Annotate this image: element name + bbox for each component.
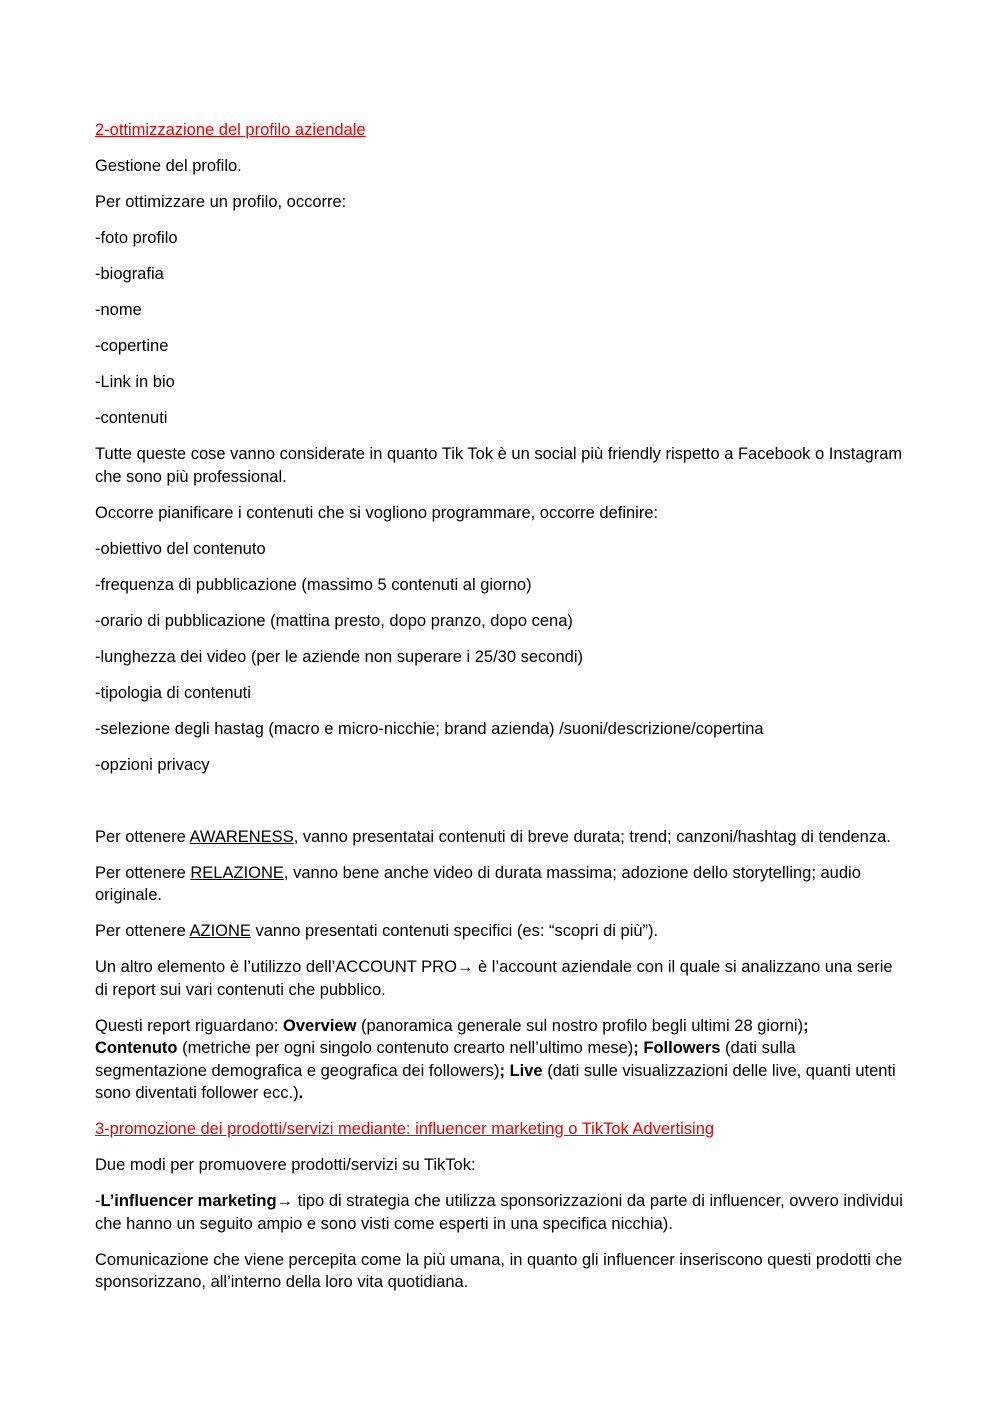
- report-separator: ;: [499, 1061, 510, 1080]
- paragraph-awareness: [95, 826, 905, 849]
- paragraph-comunicazione: Comunicazione che viene percepita come la più umana, in quanto gli influencer inseriscono questi prodotti che sponsorizzano, all’interno della loro vita quotidiana.: [95, 1250, 903, 1291]
- report-live-label: Live: [509, 1061, 543, 1080]
- list-item: -nome: [95, 301, 142, 319]
- relazione-text: , vanno bene anche video di durata massima; adozione dello storytelling; audio originale.: [95, 863, 861, 904]
- report-end: .: [298, 1084, 304, 1102]
- influencer-label: L’influencer marketing: [100, 1192, 277, 1210]
- right-arrow-icon: →: [456, 958, 474, 976]
- report-overview-label: Overview: [283, 1016, 357, 1035]
- blank-line: [95, 790, 905, 826]
- document-page: [95, 119, 905, 1307]
- relazione-keyword: RELAZIONE: [190, 863, 284, 882]
- paragraph-gestione: Gestione del profilo.: [95, 157, 242, 175]
- list-item: -copertine: [95, 337, 169, 355]
- influencer-text: tipo di strategia che utilizza sponsorizzazioni da parte di influencer, ovvero individui che hanno un seguito ampio e sono visti come esperti in una specifica nicchia).: [95, 1192, 903, 1233]
- report-followers-text: (dati sulla segmentazione demografica e geografica dei followers): [95, 1039, 796, 1080]
- report-overview-text: (panoramica generale sul nostro profilo begli ultimi 28 giorni): [356, 1016, 804, 1035]
- report-contenuto-text: (metriche per ogni singolo contenuto crearto nell’ultimo mese): [177, 1039, 634, 1057]
- awareness-keyword: AWARENESS: [189, 827, 294, 846]
- report-separator: ;: [803, 1016, 809, 1035]
- paragraph-reports: [95, 1015, 905, 1105]
- paragraph-relazione: [95, 862, 905, 907]
- section-heading-promotion: 3-promozione dei prodotti/servizi mediante: influencer marketing o TikTok Advertising: [95, 1120, 715, 1138]
- list-item: -frequenza di pubblicazione (massimo 5 contenuti al giorno): [95, 575, 532, 594]
- right-arrow-icon: →: [276, 1192, 294, 1210]
- paragraph-account-pro: [95, 956, 905, 1001]
- list-item: -biografia: [95, 265, 164, 283]
- report-live-text: (dati sulle visualizzazioni delle live, quanti utenti sono diventati follower ecc.): [95, 1061, 896, 1102]
- report-followers-label: Followers: [643, 1039, 721, 1057]
- awareness-prefix: Per ottenere: [95, 827, 190, 846]
- list-item: -orario di pubblicazione (mattina presto, dopo pranzo, dopo cena): [95, 611, 573, 630]
- section-heading-profile-optimization: 2-ottimizzazione del profilo aziendale: [95, 121, 366, 139]
- list-item: -lunghezza dei video (per le aziende non superare i 25/30 secondi): [95, 647, 583, 666]
- list-item: -obiettivo del contenuto: [95, 539, 266, 558]
- list-item: -Link in bio: [95, 373, 175, 391]
- azione-prefix: Per ottenere: [95, 922, 190, 940]
- paragraph-occorre-pianificare: Occorre pianificare i contenuti che si vogliono programmare, occorre definire:: [95, 503, 659, 522]
- paragraph-tutte-queste: Tutte queste cose vanno considerate in quanto Tik Tok è un social più friendly rispetto a Facebook o Instagram che sono più professional.: [95, 445, 903, 486]
- azione-text: vanno presentati contenuti specifici (es: “scopri di più”).: [250, 922, 659, 940]
- awareness-text: , vanno presentatai contenuti di breve durata; trend; canzoni/hashtag di tendenza.: [293, 827, 891, 846]
- account-pro-prefix: Un altro elemento è l’utilizzo dell’ACCOUNT PRO: [95, 958, 457, 976]
- influencer-dash: -: [95, 1192, 101, 1210]
- reports-intro: Questi report riguardano:: [95, 1016, 284, 1035]
- paragraph-influencer-marketing: [95, 1190, 905, 1235]
- paragraph-per-ottimizzare: Per ottimizzare un profilo, occorre:: [95, 193, 347, 211]
- relazione-prefix: Per ottenere: [95, 863, 191, 882]
- paragraph-azione: [95, 920, 905, 943]
- report-contenuto-label: Contenuto: [95, 1039, 178, 1057]
- paragraph-due-modi: Due modi per promuovere prodotti/servizi su TikTok:: [95, 1156, 476, 1174]
- report-separator: ;: [633, 1039, 644, 1057]
- list-item: -tipologia di contenuti: [95, 683, 251, 702]
- list-item: -foto profilo: [95, 229, 178, 247]
- list-item: -opzioni privacy: [95, 755, 210, 774]
- list-item: -selezione degli hastag (macro e micro-nicchie; brand azienda) /suoni/descrizione/copertina: [95, 719, 764, 738]
- list-item: -contenuti: [95, 409, 168, 427]
- account-pro-text: è l’account aziendale con il quale si analizzano una serie di report sui vari contenuti che pubblico.: [95, 958, 893, 999]
- azione-keyword: AZIONE: [189, 922, 251, 940]
